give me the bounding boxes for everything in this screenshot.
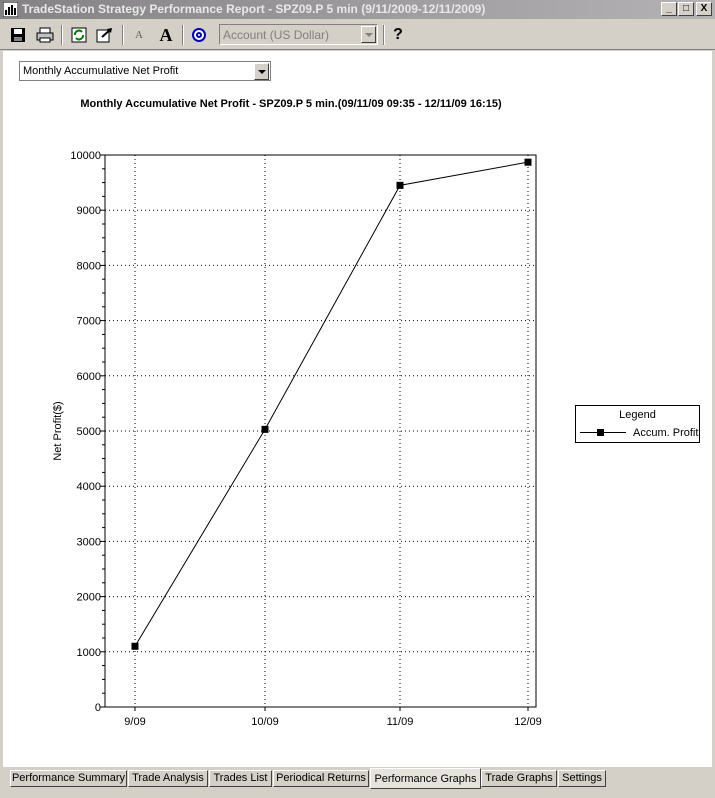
graph-type-value: Monthly Accumulative Net Profit — [23, 65, 179, 77]
legend-title: Legend — [619, 409, 656, 421]
tab-periodical-returns[interactable]: Periodical Returns — [273, 770, 369, 787]
y-tick-label: 5000 — [76, 426, 101, 438]
x-tick-label: 9/09 — [124, 716, 146, 728]
tab-bar — [0, 767, 715, 798]
y-tick-label: 2000 — [76, 591, 101, 604]
tab-settings[interactable]: Settings — [558, 770, 606, 787]
tab-trade-graphs[interactable]: Trade Graphs — [481, 770, 557, 787]
tab-performance-graphs[interactable]: Performance Graphs — [370, 768, 481, 789]
y-tick-label: 7000 — [76, 315, 101, 328]
y-tick-label: 9000 — [76, 205, 101, 218]
legend-marker — [597, 429, 604, 436]
font-smaller-icon: A — [135, 29, 143, 41]
y-tick-label: 8000 — [76, 260, 101, 273]
y-tick-label: 6000 — [76, 370, 101, 383]
minimize-button[interactable]: _ — [661, 2, 677, 16]
legend-label: Accum. Profit — [633, 427, 699, 439]
font-larger-icon: A — [159, 24, 173, 45]
y-tick-label: 4000 — [76, 481, 101, 494]
y-axis-label: Net Profit($) — [52, 401, 64, 461]
data-point — [525, 159, 532, 166]
tab-trade-analysis[interactable]: Trade Analysis — [128, 770, 208, 787]
close-button[interactable]: X — [696, 2, 712, 16]
data-point — [262, 426, 269, 433]
chart-title: Monthly Accumulative Net Profit - SPZ09.P 5 min.(09/11/09 09:35 - 12/11/09 16:15) — [80, 98, 502, 110]
data-point — [396, 182, 403, 189]
x-tick-label: 10/09 — [251, 716, 279, 728]
x-tick-label: 11/09 — [386, 716, 414, 728]
y-tick-label: 1000 — [76, 646, 101, 659]
tab-performance-summary[interactable]: Performance Summary — [10, 770, 127, 787]
chart-legend — [575, 405, 700, 443]
x-tick-label: 12/09 — [514, 716, 542, 728]
data-point — [132, 643, 139, 650]
y-tick-label: 3000 — [76, 536, 101, 549]
window-title: TradeStation Strategy Performance Report - SPZ09.P 5 min (9/11/2009-12/11/2009) — [22, 2, 486, 16]
series-line — [135, 162, 528, 646]
maximize-button[interactable]: □ — [678, 2, 694, 16]
y-tick-label: 10000 — [70, 150, 101, 162]
account-combo-value: Account (US Dollar) — [223, 28, 330, 42]
help-icon: ? — [393, 26, 403, 43]
y-tick-label: 0 — [94, 702, 101, 714]
tab-trades-list[interactable]: Trades List — [209, 770, 272, 787]
